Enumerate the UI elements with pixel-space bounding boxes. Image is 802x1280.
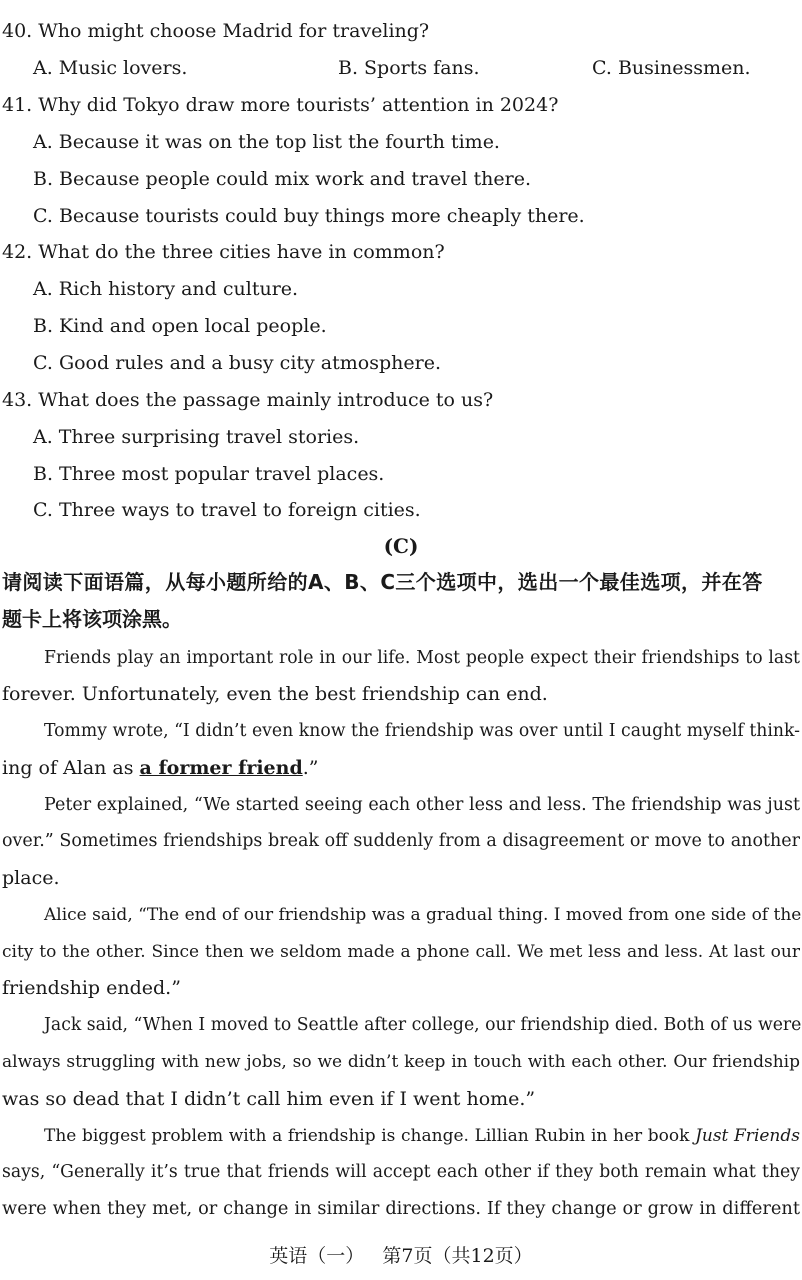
question-41-stem: 41. Why did Tokyo draw more tourists’ attention in 2024? bbox=[2, 94, 559, 116]
passage-p1-line2: forever. Unfortunately, even the best friendship can end. bbox=[2, 683, 548, 705]
former-friend-phrase: a former friend bbox=[139, 757, 303, 779]
question-43-option-a: A. Three surprising travel stories. bbox=[33, 426, 360, 448]
passage-p6-line1 bbox=[44, 1124, 800, 1148]
passage-p6-line1-text: The biggest problem with a friendship is change. Lillian Rubin in her book bbox=[44, 1126, 696, 1146]
passage-p3-line3: place. bbox=[2, 867, 60, 889]
passage-p2-line2 bbox=[2, 756, 800, 780]
page-footer: 英语（一） 第7页（共12页） bbox=[269, 1245, 533, 1267]
section-title: (C) bbox=[383, 534, 419, 558]
passage-p4-line3: friendship ended.” bbox=[2, 977, 181, 999]
passage-p5-line1: Jack said, “When I moved to Seattle after college, our friendship died. Both of us were bbox=[44, 1015, 802, 1035]
passage-p4-line1: Alice said, “The end of our friendship was a gradual thing. I moved from one side of the bbox=[44, 905, 802, 925]
question-43-option-b: B. Three most popular travel places. bbox=[33, 463, 385, 485]
passage-p1-line1: Friends play an important role in our life. Most people expect their friendships to last bbox=[44, 648, 800, 668]
section-instruction-line2: 题卡上将该项涂黑。 bbox=[2, 607, 182, 631]
book-title: Just Friends bbox=[695, 1126, 800, 1146]
question-41-option-b: B. Because people could mix work and travel there. bbox=[33, 168, 532, 190]
question-42-option-a: A. Rich history and culture. bbox=[33, 278, 299, 300]
question-40-stem: 40. Who might choose Madrid for traveling? bbox=[2, 20, 430, 42]
question-42-stem: 42. What do the three cities have in common? bbox=[2, 241, 445, 263]
question-41-option-a: A. Because it was on the top list the fourth time. bbox=[33, 131, 500, 153]
question-43-stem: 43. What does the passage mainly introduce to us? bbox=[2, 389, 494, 411]
passage-p2-line1: Tommy wrote, “I didn’t even know the friendship was over until I caught myself think- bbox=[44, 721, 800, 741]
question-42-option-c: C. Good rules and a busy city atmosphere. bbox=[33, 352, 441, 374]
question-40-option-c: C. Businessmen. bbox=[592, 57, 751, 79]
passage-p6-line2: says, “Generally it’s true that friends will accept each other if they both remain what they bbox=[2, 1162, 800, 1182]
section-instruction-line1: 请阅读下面语篇，从每小题所给的A、B、C三个选项中，选出一个最佳选项，并在答 bbox=[2, 570, 763, 594]
passage-p3-line1: Peter explained, “We started seeing each other less and less. The friendship was just bbox=[44, 795, 800, 815]
passage-p2-line2-text: ing of Alan as bbox=[2, 757, 140, 779]
passage-p3-line2: over.” Sometimes friendships break off suddenly from a disagreement or move to another bbox=[2, 831, 800, 851]
question-42-option-b: B. Kind and open local people. bbox=[33, 315, 327, 337]
question-43-option-c: C. Three ways to travel to foreign cities. bbox=[33, 499, 421, 521]
question-40-option-a: A. Music lovers. bbox=[33, 57, 188, 79]
question-40-option-b: B. Sports fans. bbox=[338, 57, 480, 79]
passage-p2-line2-end: .” bbox=[302, 757, 319, 779]
passage-p4-line2: city to the other. Since then we seldom made a phone call. We met less and less. At last our bbox=[2, 942, 800, 962]
passage-p5-line2: always struggling with new jobs, so we didn’t keep in touch with each other. Our friendship bbox=[2, 1052, 800, 1072]
passage-p5-line3: was so dead that I didn’t call him even if I went home.” bbox=[2, 1088, 536, 1110]
passage-p6-line3: were when they met, or change in similar directions. If they change or grow in different bbox=[2, 1199, 800, 1219]
question-41-option-c: C. Because tourists could buy things more cheaply there. bbox=[33, 205, 585, 227]
